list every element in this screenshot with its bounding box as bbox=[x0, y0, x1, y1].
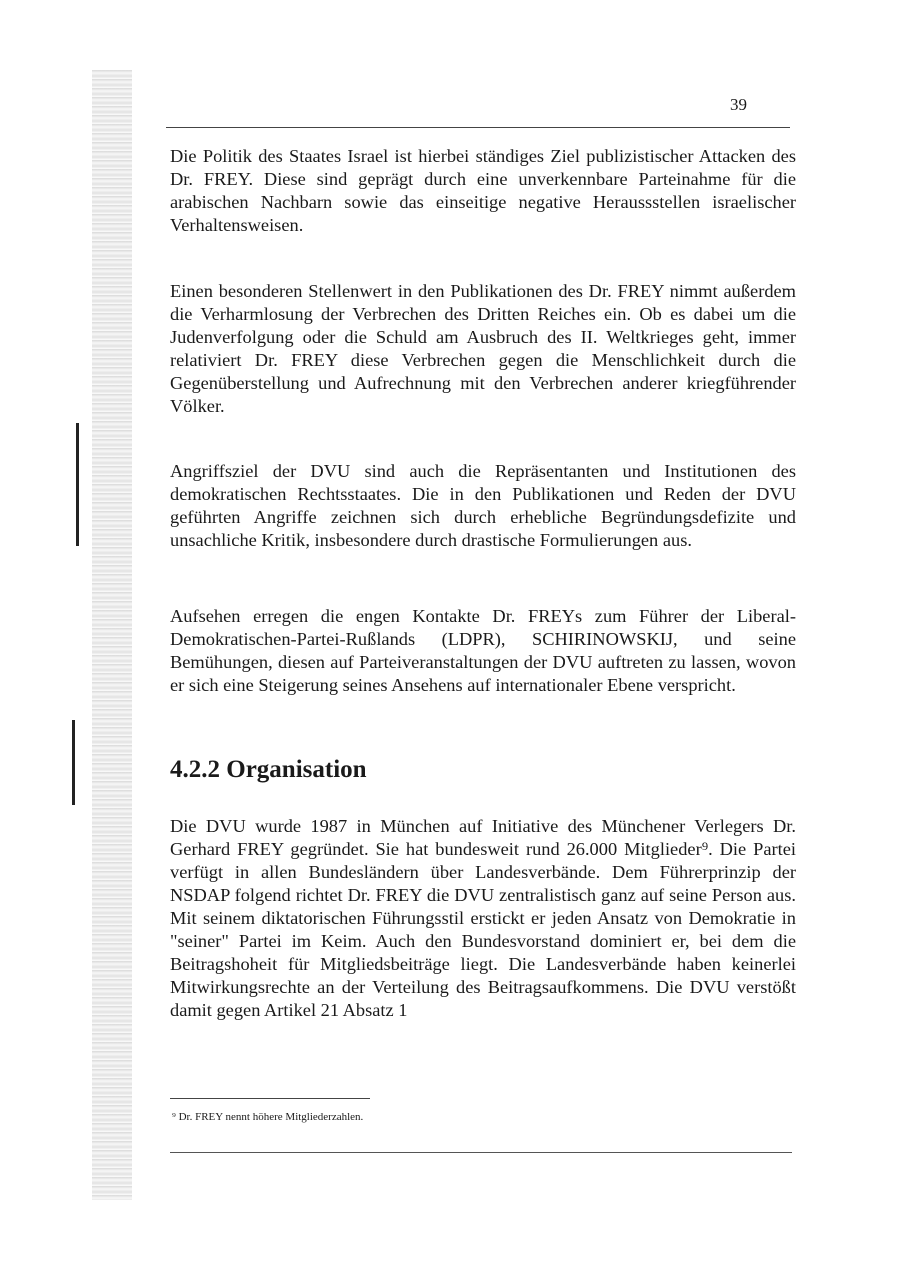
header-rule bbox=[166, 127, 790, 128]
page-number: 39 bbox=[730, 95, 747, 114]
paragraph-israel: Die Politik des Staates Israel ist hierbei ständiges Ziel publizistischer Attacken des Dr. FREY. Diese sind geprägt durch eine unverkennbare Parteinahme für die arabischen Nachbarn sowie das einseitige negative Heraussstellen israelischer Verhaltensweisen. bbox=[170, 146, 796, 235]
scan-edge-artifact bbox=[92, 70, 132, 1200]
footnote: ⁹ Dr. FREY nennt höhere Mitgliederzahlen. bbox=[172, 1111, 364, 1123]
section-heading: 4.2.2 Organisation bbox=[170, 756, 367, 783]
paragraph-organisation: Die DVU wurde 1987 in München auf Initiative des Münchener Verlegers Dr. Gerhard FREY gegründet. Sie hat bundesweit rund 26.000 Mitglieder⁹. Die Partei verfügt in allen Bundesländern über Landesverbände. Dem Führerprinzip der NSDAP folgend richtet Dr. FREY die DVU zentralistisch ganz auf seine Person aus. Mit seinem diktatorischen Führungsstil erstickt er jeden Ansatz von Demokratie in "seiner" Partei im Keim. Auch den Bundesvorstand dominiert er, bei dem die Beitragshoheit für Mitgliedsbeiträge liegt. Die Landesverbände haben keinerlei Mitwirkungsrechte an der Verteilung des Beitragsaufkommens. Die DVU verstößt damit gegen Artikel 21 Absatz 1 bbox=[170, 816, 796, 1020]
paragraph-angriffsziel: Angriffsziel der DVU sind auch die Repräsentanten und Institutionen des demokratischen Rechtsstaates. Die in den Publikationen und Reden der DVU geführten Angriffe zeichnen sich durch erhebliche Begründungsdefizite und unsachliche Kritik, insbesondere durch drastische Formulierungen aus. bbox=[170, 461, 796, 550]
footer-rule bbox=[170, 1152, 792, 1153]
paragraph-verharmlosung: Einen besonderen Stellenwert in den Publikationen des Dr. FREY nimmt außerdem die Verharmlosung der Verbrechen des Dritten Reiches ein. Ob es dabei um die Judenverfolgung oder die Schuld am Ausbruch des II. Weltkrieges geht, immer relativiert Dr. FREY diese Verbrechen gegen die Menschlichkeit durch die Gegenüberstellung und Aufrechnung mit den Verbrechen anderer kriegführender Völker. bbox=[170, 281, 796, 416]
footnote-rule bbox=[170, 1098, 370, 1099]
margin-bar-1 bbox=[76, 423, 79, 546]
paragraph-kontakte: Aufsehen erregen die engen Kontakte Dr. FREYs zum Führer der Liberal-Demokratischen-Partei-Rußlands (LDPR), SCHIRINOWSKIJ, und seine Bemühungen, diesen auf Parteiveranstaltungen der DVU auftreten zu lassen, wovon er sich eine Steigerung seines Ansehens auf internationaler Ebene verspricht. bbox=[170, 606, 796, 695]
margin-bar-2 bbox=[72, 720, 75, 805]
